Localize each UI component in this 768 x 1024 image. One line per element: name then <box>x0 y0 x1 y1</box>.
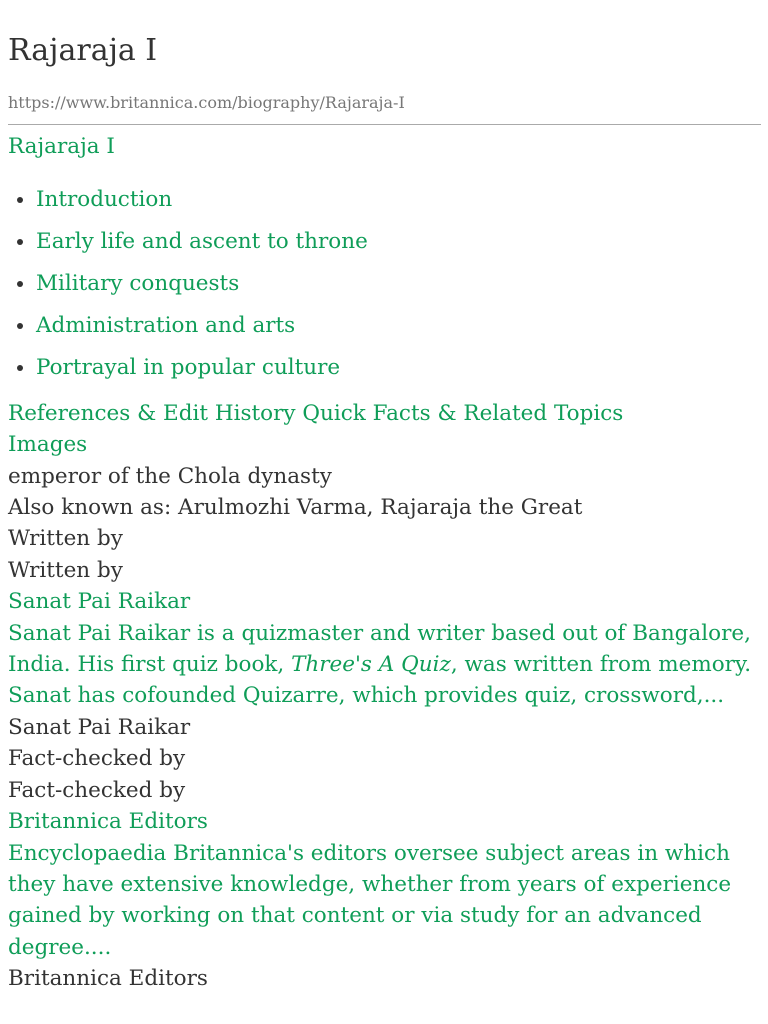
author-bio-book-title: Three's A Quiz <box>291 652 451 678</box>
toc-link-introduction[interactable]: Introduction <box>36 187 173 213</box>
fact-checked-label-secondary: Fact-checked by <box>8 777 186 803</box>
author-bio-link[interactable] <box>8 621 751 709</box>
toc-link-early-life[interactable]: Early life and ascent to throne <box>36 229 368 255</box>
toc-link-military-conquests[interactable]: Military conquests <box>36 271 240 297</box>
divider <box>8 124 761 125</box>
also-known-as: Also known as: Arulmozhi Varma, Rajaraja the Great <box>8 495 583 521</box>
toc-item-portrayal <box>36 352 760 383</box>
written-by-label: Written by <box>8 526 123 552</box>
page-url: https://www.britannica.com/biography/Rajaraja-I <box>8 93 405 112</box>
quick-facts-link[interactable]: Quick Facts & Related Topics <box>302 400 624 426</box>
fact-checker-bio-link[interactable]: Encyclopaedia Britannica's editors oversee subject areas in which they have extensive knowledge, whether from years of experience gained by working on that content or via study for an advanced degree.... <box>8 840 732 960</box>
author-bio-part2: , was written from memory. Sanat has cofounded Quizarre, which provides quiz, crossword,... <box>8 652 752 709</box>
table-of-contents <box>8 184 760 383</box>
toc-link-administration[interactable]: Administration and arts <box>36 313 296 339</box>
references-link[interactable]: References & Edit History <box>8 400 296 426</box>
author-bio-part1: Sanat Pai Raikar is a quizmaster and writer based out of Bangalore, India. His first quiz book, <box>8 620 751 678</box>
author-name-link[interactable]: Sanat Pai Raikar <box>8 589 191 615</box>
fact-checker-name: Britannica Editors <box>8 966 208 992</box>
toc-item-introduction <box>36 184 760 215</box>
article-description: emperor of the Chola dynasty <box>8 463 332 489</box>
toc-item-early-life <box>36 226 760 257</box>
toc-link-portrayal[interactable]: Portrayal in popular culture <box>36 355 341 381</box>
written-by-label-secondary: Written by <box>8 557 123 583</box>
article-title-link[interactable]: Rajaraja I <box>8 134 115 159</box>
author-name: Sanat Pai Raikar <box>8 714 191 740</box>
fact-checker-name-link[interactable]: Britannica Editors <box>8 809 208 835</box>
toc-item-military-conquests <box>36 268 760 299</box>
images-link[interactable]: Images <box>8 432 88 458</box>
page-title: Rajaraja I <box>8 33 158 68</box>
fact-checked-label: Fact-checked by <box>8 746 186 772</box>
toc-item-administration <box>36 310 760 341</box>
